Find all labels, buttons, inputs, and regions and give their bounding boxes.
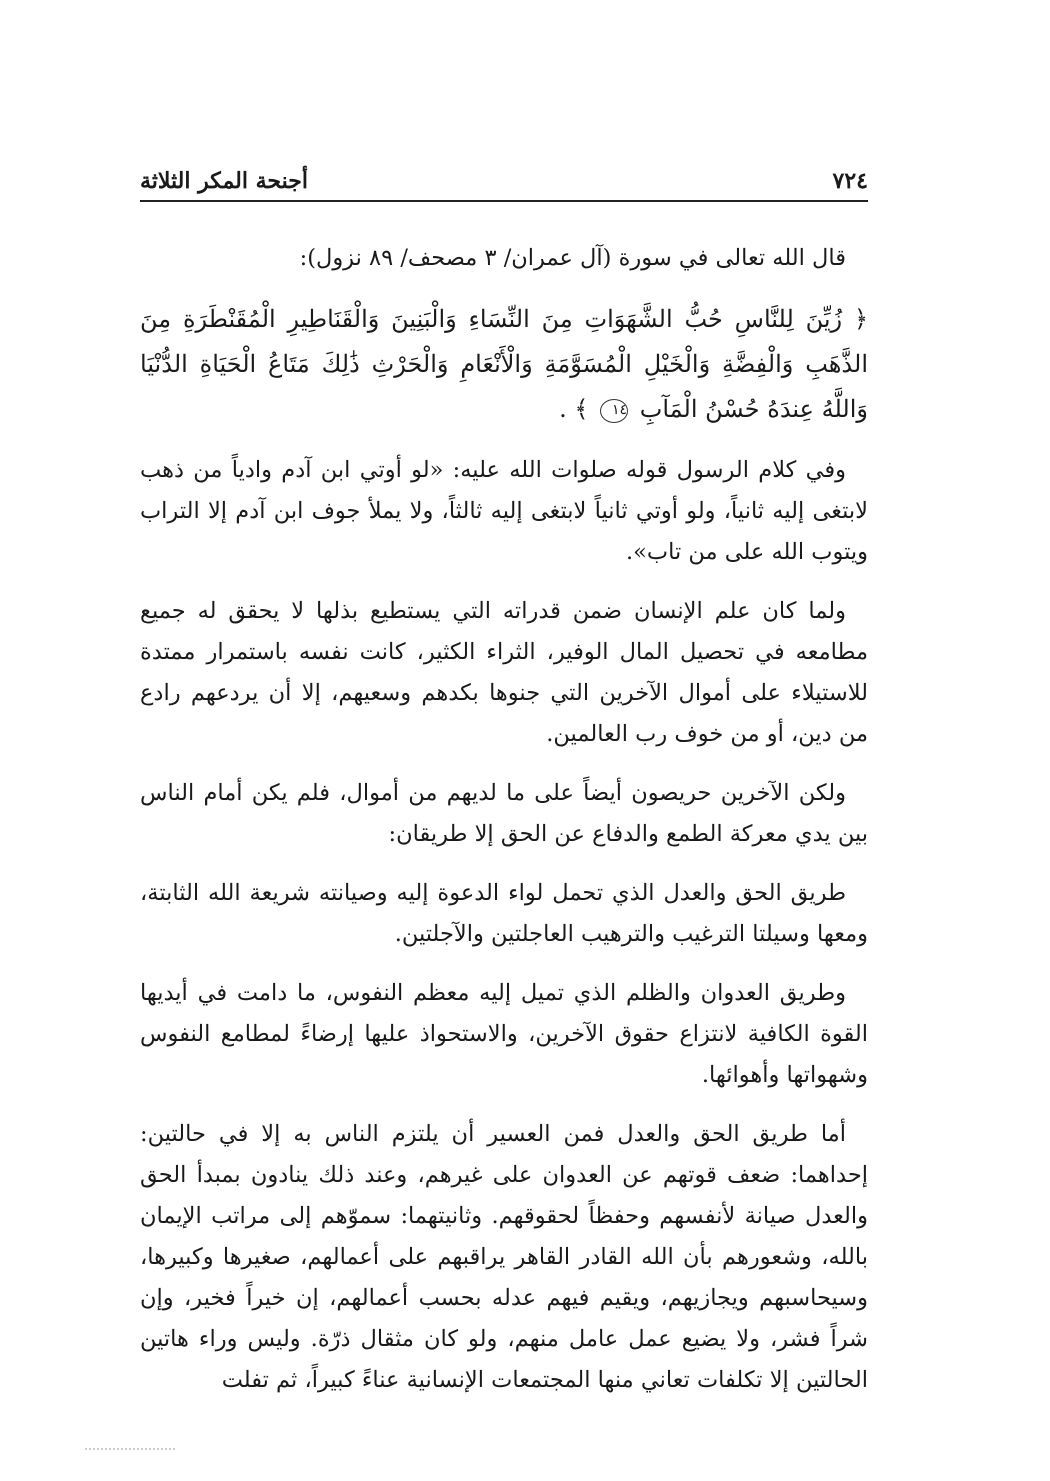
running-header: [140, 160, 868, 194]
verse-closing: ﴾ .: [559, 395, 589, 423]
page-body: [140, 238, 868, 1401]
intro-paragraph: قال الله تعالى في سورة (آل عمران/ ٣ مصحف/ ٨٩ نزول):: [299, 245, 846, 271]
paragraph-two-paths: ولكن الآخرين حريصون أيضاً على ما لديهم من أموال، فلم يكن أمام الناس بين يدي معركة الطمع والدفاع عن الحق إلا طريقان:: [140, 780, 868, 847]
page-number: ٧٢٤: [832, 168, 868, 194]
header-rule: [140, 200, 868, 202]
paragraph-path-of-justice: طريق الحق والعدل الذي تحمل لواء الدعوة إليه وصيانته شريعة الله الثابتة، ومعها وسيلتا الترغيب والترهيب العاجلتين والآجلتين.: [140, 880, 868, 947]
paragraph-hadith: وفي كلام الرسول قوله صلوات الله عليه: «لو أوتي ابن آدم وادياً من ذهب لابتغى إليه ثانياً، ولو أوتي ثانياً لابتغى إليه ثالثاً، ولا يملأ جوف ابن آدم إلا التراب ويتوب الله على من تاب».: [140, 457, 868, 565]
paragraph-path-of-aggression: وطريق العدوان والظلم الذي تميل إليه معظم النفوس، ما دامت في أيديها القوة الكافية لانتزاع حقوق الآخرين، والاستحواذ عليها إرضاءً لمطامع النفوس وشهواتها وأهوائها.: [140, 980, 868, 1088]
verse-text: ﴿ زُيِّنَ لِلنَّاسِ حُبُّ الشَّهَوَاتِ مِنَ النِّسَاءِ وَالْبَنِينَ وَالْقَنَاطِيرِ الْمُقَنْطَرَةِ مِنَ الذَّهَبِ وَالْفِضَّةِ وَالْخَيْلِ الْمُسَوَّمَةِ وَالْأَنْعَامِ وَالْحَرْثِ ذَٰلِكَ مَتَاعُ الْحَيَاةِ الدُّنْيَا وَاللَّهُ عِندَهُ حُسْنُ الْمَآبِ: [140, 305, 869, 423]
scan-artifact-dots: [85, 1448, 175, 1450]
ayah-number-marker: ١٤: [600, 399, 628, 423]
running-title: أجنحة المكر الثلاثة: [140, 168, 308, 194]
book-page: [140, 160, 868, 1401]
paragraph-two-conditions: أما طريق الحق والعدل فمن العسير أن يلتزم الناس به إلا في حالتين: إحداهما: ضعف قوتهم عن العدوان على غيرهم، وعند ذلك ينادون بمبدأ الحق والعدل صيانة لأنفسهم وحفظاً لحقوقهم. وثانيتهما: سموّهم إلى مراتب الإيمان بالله، وشعورهم بأن الله القادر القاهر يراقبهم على أعمالهم، صغيرها وكبيرها، وسيحاسبهم ويجازيهم، ويقيم فيهم عدله بحسب أعمالهم، إن خيراً فخير، وإن شراً فشر، ولا يضيع عمل عامل منهم، ولو كان مثقال ذرّة. وليس وراء هاتين الحالتين إلا تكلفات تعاني منها المجتمعات الإنسانية عناءً كبيراً، ثم تفلت: [140, 1121, 868, 1393]
paragraph-greed: ولما كان علم الإنسان ضمن قدراته التي يستطيع بذلها لا يحقق له جميع مطامعه في تحصيل المال الوفير، الثراء الكثير، كانت نفسه باستمرار ممتدة للاستيلاء على أموال الآخرين التي جنوها بكدهم وسعيهم، إلا أن يردعهم رادع من دين، أو من خوف رب العالمين.: [140, 598, 868, 747]
quran-verse: [140, 297, 868, 432]
